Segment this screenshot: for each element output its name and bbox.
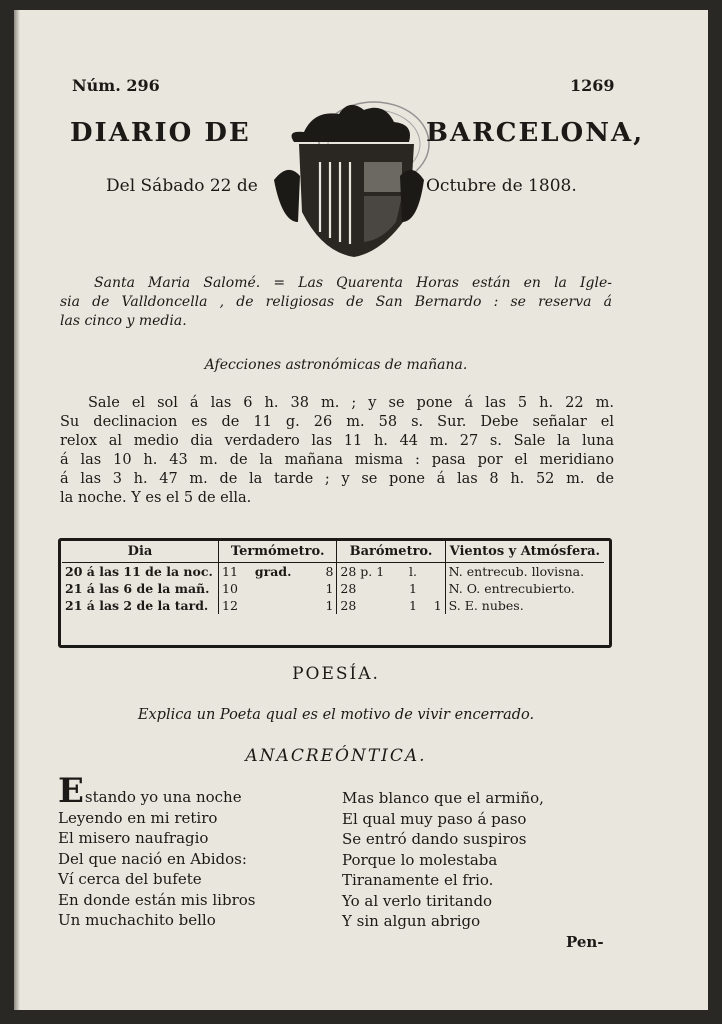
table-cell: 1	[409, 598, 417, 613]
astro-line: á las 3 h. 47 m. de la tarde ; y se pone á las 8 h. 52 m. de	[60, 471, 614, 487]
astro-paragraph	[60, 394, 614, 508]
poem-line: Leyendo en mi retiro	[58, 808, 218, 827]
table-cell: 28 p. 1	[340, 564, 385, 579]
table-cell: 10	[222, 581, 238, 596]
table-cell: 28	[340, 598, 357, 613]
table-cell: 11	[222, 564, 238, 579]
table-cell: 12	[222, 598, 238, 613]
poem-right-column	[342, 788, 612, 932]
poem-line: Y sin algun abrigo	[342, 912, 481, 930]
poem-line: Del que nació en Abidos:	[58, 849, 247, 868]
astro-line: Sale el sol á las 6 h. 38 m. ; y se pone á las 5 h. 22 m.	[88, 395, 614, 411]
poem-line: En donde están mis libros	[58, 890, 256, 909]
table-cell: 1	[315, 580, 337, 597]
poem-left-column	[58, 771, 328, 931]
date-left: Del Sábado 22 de	[106, 176, 258, 196]
table-row	[62, 597, 604, 614]
weather-table	[62, 540, 604, 614]
poem-first-line: stando yo una noche	[84, 788, 242, 806]
poetry-subtitle: Explica un Poeta qual es el motivo de vivir encerrado.	[137, 707, 535, 723]
masthead-title-left: DIARIO DE	[70, 118, 251, 148]
newspaper-page	[14, 10, 708, 1010]
table-cell: 21 á las 2 de la tard.	[62, 597, 219, 614]
table-cell: 8	[315, 563, 337, 581]
issue-number: Núm. 296	[72, 76, 160, 95]
poem-line: Mas blanco que el armiño,	[342, 789, 544, 807]
table-cell	[425, 580, 445, 597]
table-cell: grad.	[254, 564, 292, 579]
header-barometro: Barómetro.	[337, 540, 445, 563]
table-cell: 1	[425, 597, 445, 614]
table-cell: 20 á las 11 de la noc.	[62, 563, 219, 581]
poem-line: Ví cerca del bufete	[58, 870, 202, 888]
poetry-section-heading: POESÍA.	[292, 664, 380, 684]
page-number: 1269	[570, 76, 615, 95]
astro-line: Su declinacion es de 11 g. 26 m. 58 s. Sur. Debe señalar el	[60, 414, 614, 430]
table-cell: 28	[340, 581, 357, 596]
masthead-title-right: BARCELONA,	[426, 118, 645, 148]
astro-heading: Afecciones astronómicas de mañana.	[204, 357, 468, 373]
poetry-form-heading: ANACREÓNTICA.	[245, 746, 427, 766]
dropcap-letter: E	[58, 771, 84, 811]
date-right: Octubre de 1808.	[426, 176, 577, 196]
table-cell	[425, 563, 445, 581]
poem-line: El qual muy paso á paso	[342, 809, 527, 828]
coat-of-arms-icon	[264, 92, 434, 272]
table-cell: 1	[409, 581, 417, 596]
poem-line: Tiranamente el frio.	[342, 871, 494, 889]
table-row	[62, 563, 604, 581]
table-cell	[252, 580, 315, 597]
table-cell: 21 á las 6 de la mañ.	[62, 580, 219, 597]
table-header-row	[62, 540, 604, 563]
header-vientos: Vientos y Atmósfera.	[445, 540, 604, 563]
notice-paragraph	[60, 274, 612, 331]
notice-line: las cinco y media.	[60, 313, 187, 329]
table-cell	[252, 597, 315, 614]
notice-line: Santa Maria Salomé. = Las Quarenta Horas están en la Igle-	[94, 275, 612, 291]
astro-line: á las 10 h. 43 m. de la mañana misma : pasa por el meridiano	[60, 452, 614, 468]
astro-line: relox al medio dia verdadero las 11 h. 44 m. 27 s. Sale la luna	[60, 433, 614, 449]
header-dia: Dia	[62, 540, 219, 563]
header-termometro: Termómetro.	[219, 540, 337, 563]
table-cell: N. O. entrecubierto.	[448, 581, 575, 596]
table-cell: N. entrecub. llovisna.	[448, 564, 585, 579]
table-row	[62, 580, 604, 597]
table-cell: l.	[409, 564, 418, 579]
poem-line: Se entró dando suspiros	[342, 830, 527, 848]
poem-line: Un muchachito bello	[58, 911, 216, 929]
table-cell: S. E. nubes.	[448, 598, 524, 613]
astro-line: la noche. Y es el 5 de ella.	[60, 490, 252, 506]
catchword: Pen-	[566, 933, 604, 951]
poem-line	[58, 771, 328, 811]
notice-line: sia de Valldoncella , de religiosas de San Bernardo : se reserva á	[60, 294, 612, 310]
table-cell: 1	[315, 597, 337, 614]
poem-line: Porque lo molestaba	[342, 850, 498, 869]
poem-line: Yo al verlo tiritando	[342, 891, 493, 910]
poem-line: El misero naufragio	[58, 829, 209, 847]
